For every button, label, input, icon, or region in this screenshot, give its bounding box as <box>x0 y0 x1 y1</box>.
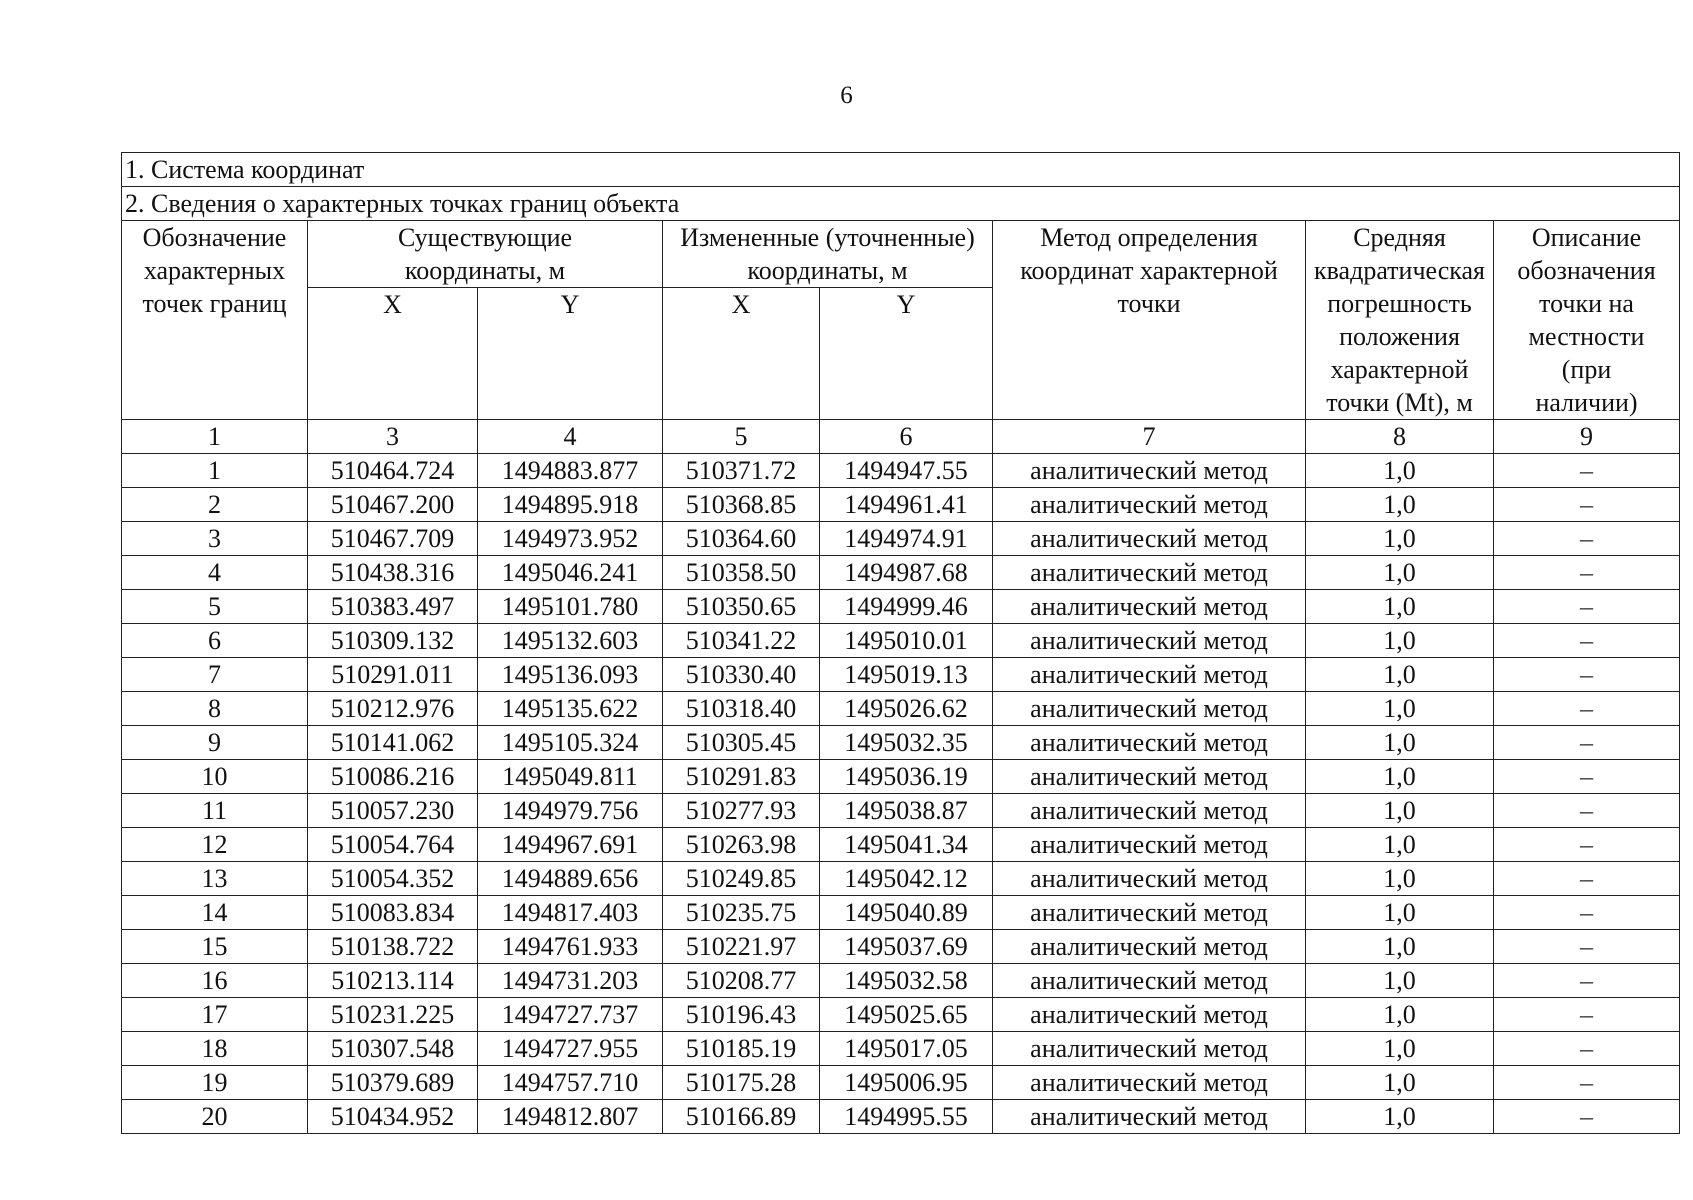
description-cell: – <box>1494 590 1680 624</box>
header-description <box>1494 221 1680 420</box>
method-cell: аналитический метод <box>993 726 1306 760</box>
method-cell: аналитический метод <box>993 1100 1306 1134</box>
error-cell: 1,0 <box>1306 964 1494 998</box>
header-row-top <box>122 221 1680 288</box>
column-number: 8 <box>1306 420 1494 454</box>
changed-x-cell: 510330.40 <box>663 658 820 692</box>
changed-x-cell: 510235.75 <box>663 896 820 930</box>
changed-x-cell: 510185.19 <box>663 1032 820 1066</box>
header-error-line: положения <box>1339 322 1460 351</box>
changed-y-cell: 1495017.05 <box>820 1032 993 1066</box>
description-cell: – <box>1494 454 1680 488</box>
changed-x-cell: 510221.97 <box>663 930 820 964</box>
table-row <box>122 658 1680 692</box>
existing-x-cell: 510464.724 <box>308 454 478 488</box>
existing-x-cell: 510379.689 <box>308 1066 478 1100</box>
existing-y-cell: 1495132.603 <box>478 624 663 658</box>
error-cell: 1,0 <box>1306 828 1494 862</box>
point-number-cell: 8 <box>122 692 308 726</box>
existing-y-cell: 1494967.691 <box>478 828 663 862</box>
header-existing-y: Y <box>478 288 663 420</box>
method-cell: аналитический метод <box>993 1066 1306 1100</box>
header-designation-line: Обозначение <box>142 223 287 252</box>
existing-x-cell: 510086.216 <box>308 760 478 794</box>
error-cell: 1,0 <box>1306 896 1494 930</box>
column-number: 1 <box>122 420 308 454</box>
header-changed-x: X <box>663 288 820 420</box>
existing-y-cell: 1494727.737 <box>478 998 663 1032</box>
existing-y-cell: 1494883.877 <box>478 454 663 488</box>
existing-y-cell: 1494817.403 <box>478 896 663 930</box>
point-number-cell: 3 <box>122 522 308 556</box>
changed-x-cell: 510305.45 <box>663 726 820 760</box>
changed-x-cell: 510358.50 <box>663 556 820 590</box>
changed-x-cell: 510208.77 <box>663 964 820 998</box>
existing-x-cell: 510309.132 <box>308 624 478 658</box>
table-row <box>122 590 1680 624</box>
header-changed-line: Измененные (уточненные) <box>680 223 975 252</box>
error-cell: 1,0 <box>1306 624 1494 658</box>
changed-y-cell: 1495025.65 <box>820 998 993 1032</box>
method-cell: аналитический метод <box>993 1032 1306 1066</box>
header-error-line: Средняя <box>1353 223 1446 252</box>
point-number-cell: 16 <box>122 964 308 998</box>
changed-x-cell: 510277.93 <box>663 794 820 828</box>
changed-x-cell: 510318.40 <box>663 692 820 726</box>
changed-y-cell: 1495041.34 <box>820 828 993 862</box>
header-description-line: наличии) <box>1535 388 1638 417</box>
description-cell: – <box>1494 692 1680 726</box>
table-row <box>122 794 1680 828</box>
table-row <box>122 1032 1680 1066</box>
error-cell: 1,0 <box>1306 726 1494 760</box>
description-cell: – <box>1494 998 1680 1032</box>
point-number-cell: 20 <box>122 1100 308 1134</box>
changed-x-cell: 510249.85 <box>663 862 820 896</box>
header-method-line: координат характерной <box>1020 256 1278 285</box>
existing-x-cell: 510054.764 <box>308 828 478 862</box>
changed-x-cell: 510166.89 <box>663 1100 820 1134</box>
existing-x-cell: 510083.834 <box>308 896 478 930</box>
table-row <box>122 726 1680 760</box>
header-description-line: местности <box>1528 322 1645 351</box>
method-cell: аналитический метод <box>993 930 1306 964</box>
table-row <box>122 624 1680 658</box>
description-cell: – <box>1494 930 1680 964</box>
changed-y-cell: 1495037.69 <box>820 930 993 964</box>
method-cell: аналитический метод <box>993 658 1306 692</box>
changed-y-cell: 1495036.19 <box>820 760 993 794</box>
existing-x-cell: 510141.062 <box>308 726 478 760</box>
point-number-cell: 13 <box>122 862 308 896</box>
existing-y-cell: 1495046.241 <box>478 556 663 590</box>
changed-y-cell: 1494995.55 <box>820 1100 993 1134</box>
changed-y-cell: 1494947.55 <box>820 454 993 488</box>
error-cell: 1,0 <box>1306 590 1494 624</box>
changed-y-cell: 1495010.01 <box>820 624 993 658</box>
changed-x-cell: 510196.43 <box>663 998 820 1032</box>
header-designation <box>122 221 308 420</box>
header-changed-coords <box>663 221 993 288</box>
section-row-points-info <box>122 187 1680 221</box>
table-row <box>122 692 1680 726</box>
changed-x-cell: 510291.83 <box>663 760 820 794</box>
header-designation-line: характерных <box>143 256 286 285</box>
header-method <box>993 221 1306 420</box>
error-cell: 1,0 <box>1306 522 1494 556</box>
header-existing-x: X <box>308 288 478 420</box>
point-number-cell: 6 <box>122 624 308 658</box>
error-cell: 1,0 <box>1306 760 1494 794</box>
error-cell: 1,0 <box>1306 1100 1494 1134</box>
method-cell: аналитический метод <box>993 862 1306 896</box>
page-number: 6 <box>840 82 853 109</box>
method-cell: аналитический метод <box>993 454 1306 488</box>
existing-x-cell: 510231.225 <box>308 998 478 1032</box>
table-row <box>122 556 1680 590</box>
point-number-cell: 7 <box>122 658 308 692</box>
method-cell: аналитический метод <box>993 556 1306 590</box>
description-cell: – <box>1494 1100 1680 1134</box>
point-number-cell: 2 <box>122 488 308 522</box>
changed-x-cell: 510364.60 <box>663 522 820 556</box>
column-number: 3 <box>308 420 478 454</box>
existing-y-cell: 1494895.918 <box>478 488 663 522</box>
error-cell: 1,0 <box>1306 998 1494 1032</box>
coord-system-heading: 1. Система координат <box>122 153 1680 187</box>
table-row <box>122 998 1680 1032</box>
method-cell: аналитический метод <box>993 794 1306 828</box>
description-cell: – <box>1494 522 1680 556</box>
method-cell: аналитический метод <box>993 760 1306 794</box>
description-cell: – <box>1494 624 1680 658</box>
existing-y-cell: 1494761.933 <box>478 930 663 964</box>
header-existing-line: Существующие <box>397 223 573 252</box>
table-body <box>122 454 1680 1134</box>
table-row <box>122 454 1680 488</box>
table-row <box>122 896 1680 930</box>
table-row <box>122 964 1680 998</box>
existing-y-cell: 1494973.952 <box>478 522 663 556</box>
existing-y-cell: 1494889.656 <box>478 862 663 896</box>
point-number-cell: 17 <box>122 998 308 1032</box>
existing-x-cell: 510213.114 <box>308 964 478 998</box>
description-cell: – <box>1494 658 1680 692</box>
point-number-cell: 14 <box>122 896 308 930</box>
description-cell: – <box>1494 760 1680 794</box>
point-number-cell: 12 <box>122 828 308 862</box>
point-number-cell: 4 <box>122 556 308 590</box>
header-designation-line: точек границ <box>142 289 287 318</box>
existing-x-cell: 510434.952 <box>308 1100 478 1134</box>
table-row <box>122 760 1680 794</box>
table-row <box>122 1066 1680 1100</box>
method-cell: аналитический метод <box>993 590 1306 624</box>
existing-y-cell: 1494731.203 <box>478 964 663 998</box>
description-cell: – <box>1494 794 1680 828</box>
section-row-coord-system <box>122 153 1680 187</box>
method-cell: аналитический метод <box>993 998 1306 1032</box>
boundary-points-table <box>121 152 1680 1134</box>
table-row <box>122 488 1680 522</box>
error-cell: 1,0 <box>1306 930 1494 964</box>
point-number-cell: 18 <box>122 1032 308 1066</box>
error-cell: 1,0 <box>1306 454 1494 488</box>
column-number: 7 <box>993 420 1306 454</box>
header-method-line: Метод определения <box>1040 223 1258 252</box>
header-error-line: квадратическая <box>1313 256 1486 285</box>
description-cell: – <box>1494 1032 1680 1066</box>
description-cell: – <box>1494 726 1680 760</box>
changed-y-cell: 1495040.89 <box>820 896 993 930</box>
header-error-line: характерной <box>1330 355 1469 384</box>
existing-y-cell: 1495049.811 <box>478 760 663 794</box>
error-cell: 1,0 <box>1306 488 1494 522</box>
column-number: 5 <box>663 420 820 454</box>
method-cell: аналитический метод <box>993 624 1306 658</box>
table-row <box>122 862 1680 896</box>
changed-y-cell: 1494961.41 <box>820 488 993 522</box>
existing-x-cell: 510467.709 <box>308 522 478 556</box>
table-row <box>122 522 1680 556</box>
error-cell: 1,0 <box>1306 556 1494 590</box>
header-error-line: точки (Mt), м <box>1326 388 1473 417</box>
point-number-cell: 1 <box>122 454 308 488</box>
description-cell: – <box>1494 896 1680 930</box>
changed-x-cell: 510341.22 <box>663 624 820 658</box>
point-number-cell: 10 <box>122 760 308 794</box>
existing-y-cell: 1494727.955 <box>478 1032 663 1066</box>
description-cell: – <box>1494 862 1680 896</box>
existing-x-cell: 510212.976 <box>308 692 478 726</box>
table-row <box>122 828 1680 862</box>
changed-x-cell: 510175.28 <box>663 1066 820 1100</box>
changed-x-cell: 510368.85 <box>663 488 820 522</box>
header-changed-line: координаты, м <box>747 256 908 285</box>
header-existing-coords <box>308 221 663 288</box>
method-cell: аналитический метод <box>993 896 1306 930</box>
existing-y-cell: 1494812.807 <box>478 1100 663 1134</box>
error-cell: 1,0 <box>1306 658 1494 692</box>
error-cell: 1,0 <box>1306 1066 1494 1100</box>
error-cell: 1,0 <box>1306 1032 1494 1066</box>
existing-y-cell: 1495136.093 <box>478 658 663 692</box>
header-description-line: (при <box>1561 355 1612 384</box>
existing-x-cell: 510467.200 <box>308 488 478 522</box>
column-number: 4 <box>478 420 663 454</box>
existing-x-cell: 510054.352 <box>308 862 478 896</box>
header-method-line: точки <box>1117 289 1181 318</box>
changed-y-cell: 1494974.91 <box>820 522 993 556</box>
method-cell: аналитический метод <box>993 964 1306 998</box>
point-number-cell: 5 <box>122 590 308 624</box>
method-cell: аналитический метод <box>993 692 1306 726</box>
existing-y-cell: 1495135.622 <box>478 692 663 726</box>
method-cell: аналитический метод <box>993 522 1306 556</box>
changed-y-cell: 1494999.46 <box>820 590 993 624</box>
changed-x-cell: 510371.72 <box>663 454 820 488</box>
description-cell: – <box>1494 1066 1680 1100</box>
changed-y-cell: 1495026.62 <box>820 692 993 726</box>
point-number-cell: 9 <box>122 726 308 760</box>
description-cell: – <box>1494 828 1680 862</box>
header-error-line: погрешность <box>1327 289 1472 318</box>
table-row <box>122 1100 1680 1134</box>
existing-x-cell: 510138.722 <box>308 930 478 964</box>
changed-y-cell: 1495032.35 <box>820 726 993 760</box>
header-description-line: обозначения <box>1517 256 1656 285</box>
existing-x-cell: 510383.497 <box>308 590 478 624</box>
point-number-cell: 15 <box>122 930 308 964</box>
point-number-cell: 19 <box>122 1066 308 1100</box>
changed-y-cell: 1494987.68 <box>820 556 993 590</box>
description-cell: – <box>1494 964 1680 998</box>
changed-y-cell: 1495032.58 <box>820 964 993 998</box>
existing-x-cell: 510057.230 <box>308 794 478 828</box>
existing-x-cell: 510438.316 <box>308 556 478 590</box>
existing-y-cell: 1495101.780 <box>478 590 663 624</box>
changed-y-cell: 1495006.95 <box>820 1066 993 1100</box>
error-cell: 1,0 <box>1306 794 1494 828</box>
changed-x-cell: 510350.65 <box>663 590 820 624</box>
column-number: 6 <box>820 420 993 454</box>
header-changed-y: Y <box>820 288 993 420</box>
method-cell: аналитический метод <box>993 488 1306 522</box>
existing-x-cell: 510291.011 <box>308 658 478 692</box>
column-number-row <box>122 420 1680 454</box>
existing-x-cell: 510307.548 <box>308 1032 478 1066</box>
table-row <box>122 930 1680 964</box>
existing-y-cell: 1494757.710 <box>478 1066 663 1100</box>
header-error <box>1306 221 1494 420</box>
error-cell: 1,0 <box>1306 692 1494 726</box>
changed-y-cell: 1495019.13 <box>820 658 993 692</box>
header-description-line: точки на <box>1539 289 1634 318</box>
points-info-heading: 2. Сведения о характерных точках границ объекта <box>122 187 1680 221</box>
header-existing-line: координаты, м <box>404 256 566 285</box>
changed-y-cell: 1495038.87 <box>820 794 993 828</box>
error-cell: 1,0 <box>1306 862 1494 896</box>
column-number: 9 <box>1494 420 1680 454</box>
description-cell: – <box>1494 488 1680 522</box>
existing-y-cell: 1495105.324 <box>478 726 663 760</box>
changed-x-cell: 510263.98 <box>663 828 820 862</box>
existing-y-cell: 1494979.756 <box>478 794 663 828</box>
point-number-cell: 11 <box>122 794 308 828</box>
method-cell: аналитический метод <box>993 828 1306 862</box>
description-cell: – <box>1494 556 1680 590</box>
header-description-line: Описание <box>1531 223 1642 252</box>
changed-y-cell: 1495042.12 <box>820 862 993 896</box>
